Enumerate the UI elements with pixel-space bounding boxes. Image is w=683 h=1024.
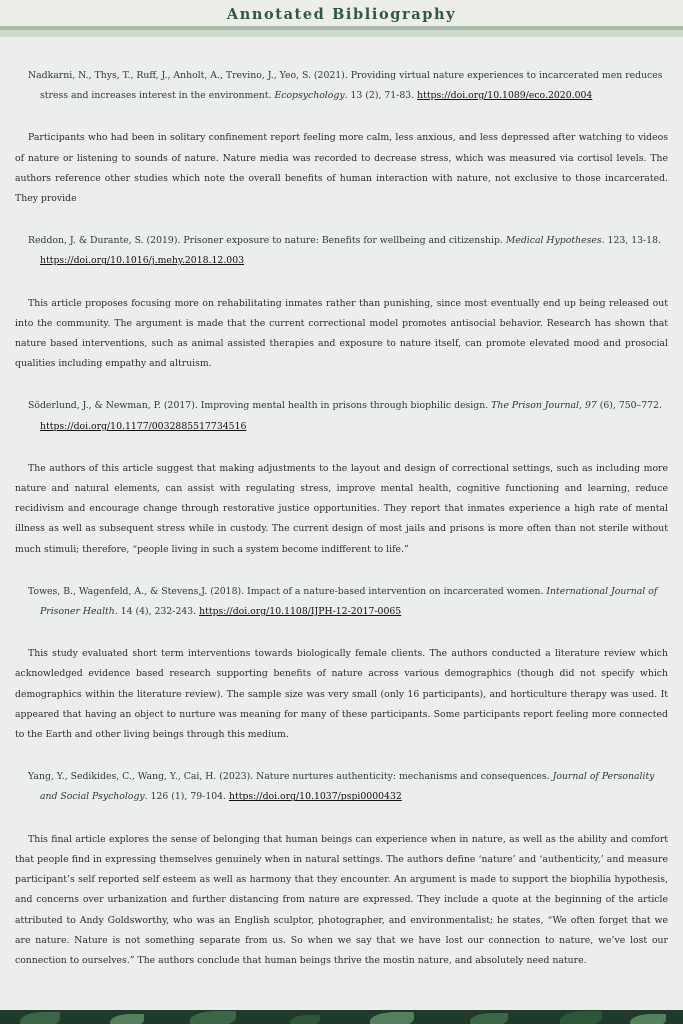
leaf-decoration xyxy=(110,1014,144,1024)
citation-details: . 14 (4), 232-243. xyxy=(114,606,200,618)
doi-link[interactable]: https://doi.org/10.1089/eco.2020.004 xyxy=(417,90,593,102)
annotation-3: The authors of this article suggest that making adjustments to the layout and design of correctional settings, such as including more nature and natural elements, can assist with regulating stress, improve mental health, cognitive functioning and learning, reduce recidivism and encourage change through restorative justice opportunities. They report that inmates experience a high rate of mental illness as well as subsequent stress while in custody. The current design of most jails and prisons is more often than not sterile without much stimuli; therefore, “people living in such a system become indifferent to life.” xyxy=(15,462,668,555)
leaf-decoration xyxy=(20,1012,60,1024)
annotation-4: This study evaluated short term interventions towards biologically female clients. The authors conducted a literature review which acknowledged evidence based research supporting benefits of nature across various demographics (though did not specify which demographics within the literature review). The sample size was very small (only 16 participants), and horticulture therapy was used. It appeared that having an object to nurture was meaning for many of these participants. Some participants report feeling more connected to the Earth and other living beings through this medium. xyxy=(15,648,668,741)
citation-text: Nadkarni, N., Thys, T., Ruff, J., Anholt, A., Trevino, J., Yeo, S. (2021). Providing virtual nature experiences to incarcerated men reduces stress and increases interest in the environment. xyxy=(28,70,663,102)
citation-4 xyxy=(15,582,668,622)
citation-details: . 13 (2), 71-83. xyxy=(344,90,418,102)
leaf-decoration xyxy=(630,1014,666,1024)
citation-text: Towes, B., Wagenfeld, A., & Stevens,J. (2018). Impact of a nature-based intervention on incarcerated women. xyxy=(28,585,547,597)
doi-link[interactable]: https://doi.org/10.1037/pspi0000432 xyxy=(228,791,402,803)
journal-title: Ecopsychology xyxy=(274,90,345,102)
leaf-decoration xyxy=(290,1015,320,1024)
citation-details: . 123, 13-18. xyxy=(601,235,661,247)
doi-link[interactable]: https://doi.org/10.1016/j.mehy.2018.12.003 xyxy=(40,255,245,267)
citation-3 xyxy=(15,396,668,436)
journal-title: Journal of Personality and Social Psychology xyxy=(40,771,655,803)
citation-text: Söderlund, J., & Newman, P. (2017). Improving mental health in prisons through biophilic design. xyxy=(28,400,492,412)
leaf-decoration xyxy=(470,1013,508,1024)
citation-text: Reddon, J. & Durante, S. (2019). Prisoner exposure to nature: Benefits for wellbeing and citizenship. xyxy=(28,235,506,247)
page-title: Annotated Bibliography xyxy=(226,6,457,23)
citation-2 xyxy=(15,231,668,271)
header-bar xyxy=(0,0,683,26)
bibliography-body xyxy=(15,66,668,993)
citation-details: . 126 (1), 79-104. xyxy=(144,791,229,803)
foliage-border xyxy=(0,1010,683,1024)
journal-title: Medical Hypotheses xyxy=(505,235,602,247)
annotation-5: This final article explores the sense of belonging that human beings can experience when in nature, as well as the ability and comfort that people find in expressing themselves genuinely when in natural settings. The authors define ‘nature’ and ‘authenticity,’ and measure participant’s self reported self esteem as well as harmony that they encounter. An argument is made to support the biophilia hypothesis, and concerns over urbanization and further distancing from nature are expressed. They include a quote at the beginning of the article attributed to Andy Goldsworthy, who was an English sculptor, photographer, and environmentalist; he states, “We often forget that we are nature. Nature is not something separate from us. So when we say that we have lost our connection to nature, we’ve lost our connection to ourselves.” The authors conclude that human beings thrive the mostin nature, and absolutely need nature. xyxy=(15,833,668,966)
citation-details: (6), 750–772. xyxy=(596,400,662,412)
leaf-decoration xyxy=(190,1011,236,1024)
leaf-decoration xyxy=(560,1011,602,1024)
doi-link[interactable]: https://doi.org/10.1108/IJPH-12-2017-0065 xyxy=(199,606,402,618)
annotation-2: This article proposes focusing more on rehabilitating inmates rather than punishing, since most eventually end up being released out into the community. The argument is made that the current correctional model promotes antisocial behavior. Research has shown that nature based interventions, such as animal assisted therapies and exposure to nature itself, can promote elevated mood and prosocial qualities including empathy and altruism. xyxy=(15,297,668,370)
journal-title: International Journal of Prisoner Health xyxy=(40,585,658,618)
citation-5 xyxy=(15,767,668,807)
leaf-decoration xyxy=(370,1012,414,1024)
annotation-1: Participants who had been in solitary confinement report feeling more calm, less anxious, and less depressed after watching to videos of nature or listening to sounds of nature. Nature media was recorded to decrease stress, which was measured via cortisol levels. The authors reference other studies which note the overall benefits of human interaction with nature, not exclusive to those incarcerated. They provide xyxy=(15,132,668,205)
header-band-light xyxy=(0,30,683,37)
citation-1 xyxy=(15,66,668,106)
citation-text: Yang, Y., Sedikides, C., Wang, Y., Cai, H. (2023). Nature nurtures authenticity: mechanisms and consequences. xyxy=(28,771,553,783)
doi-link[interactable]: https://doi.org/10.1177/0032885517734516 xyxy=(40,420,247,432)
journal-title: The Prison Journal, 97 xyxy=(491,400,597,412)
